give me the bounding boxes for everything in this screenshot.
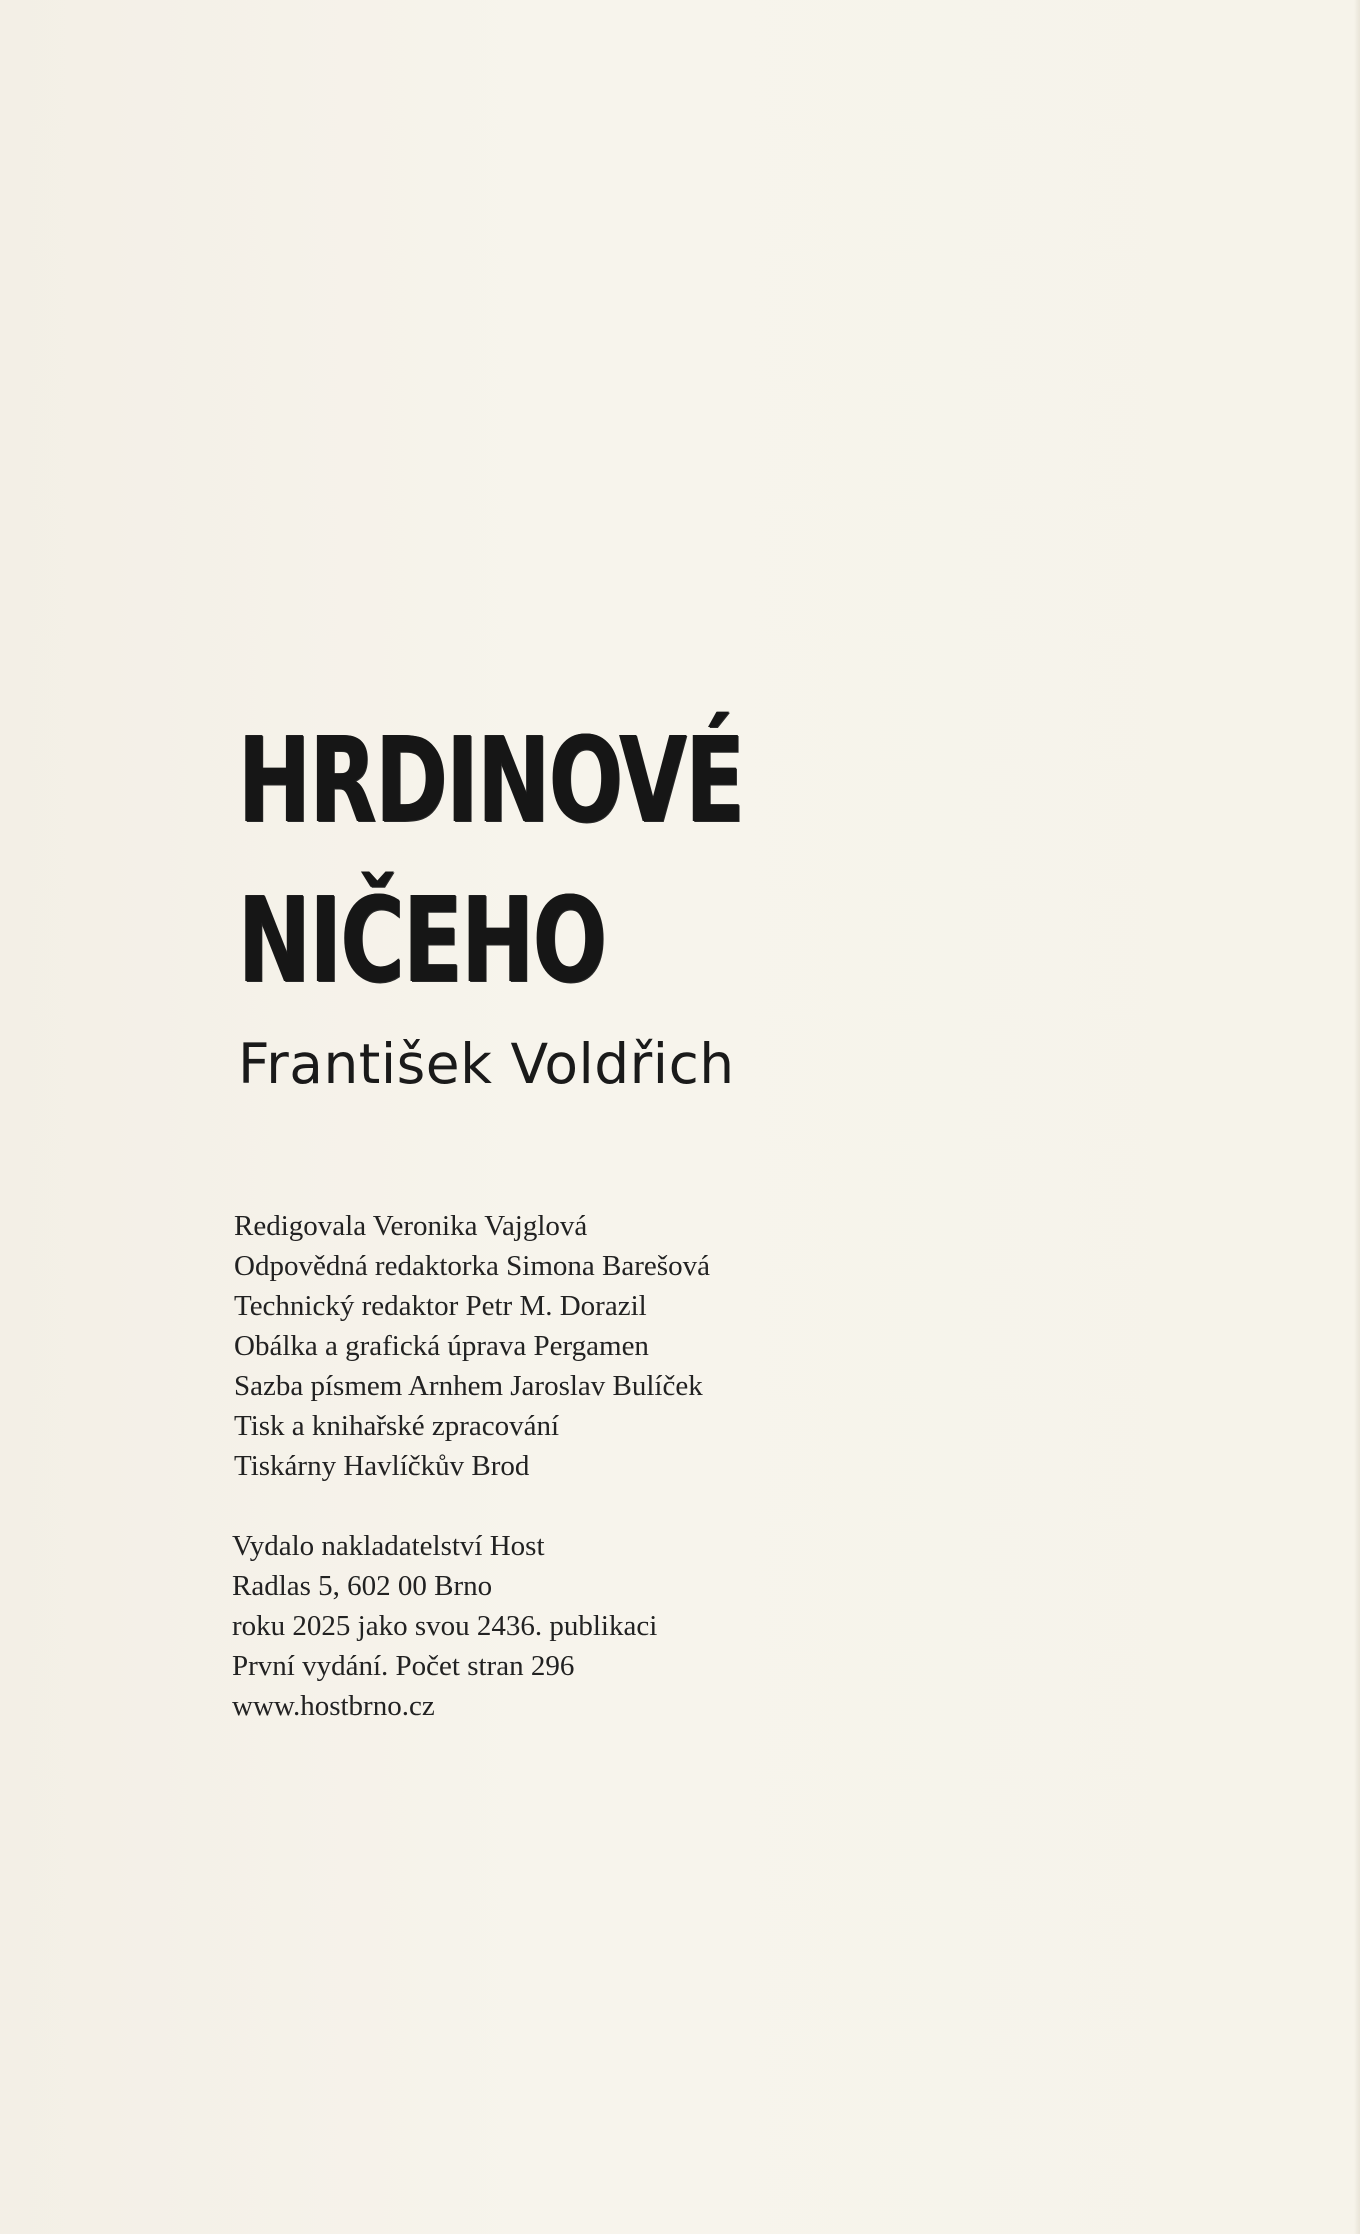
credit-line: Sazba písmem Arnhem Jaroslav Bulíček — [234, 1370, 703, 1402]
credit-line: Obálka a grafická úprava Pergamen — [234, 1330, 649, 1362]
publisher-line: Radlas 5, 602 00 Brno — [232, 1570, 493, 1602]
credit-line: Odpovědná redaktorka Simona Barešová — [234, 1250, 710, 1282]
book-title — [238, 700, 921, 1020]
author-name: František Voldřich — [238, 1032, 735, 1096]
publisher-block — [232, 1526, 657, 1726]
publisher-website: www.hostbrno.cz — [232, 1690, 435, 1722]
publisher-line: Vydalo nakladatelství Host — [232, 1530, 545, 1562]
credit-line: Redigovala Veronika Vajglová — [234, 1210, 588, 1242]
credit-line: Technický redaktor Petr M. Dorazil — [234, 1290, 647, 1322]
page-edge — [1354, 0, 1360, 2234]
credits-block — [234, 1206, 710, 1486]
credit-line: Tisk a knihařské zpracování — [234, 1410, 560, 1442]
publisher-line: První vydání. Počet stran 296 — [232, 1650, 575, 1682]
title-line-2: NIČEHO — [238, 871, 606, 1009]
credit-line: Tiskárny Havlíčkův Brod — [234, 1450, 530, 1482]
publisher-line: roku 2025 jako svou 2436. publikaci — [232, 1610, 658, 1642]
title-line-1: HRDINOVÉ — [238, 711, 744, 849]
